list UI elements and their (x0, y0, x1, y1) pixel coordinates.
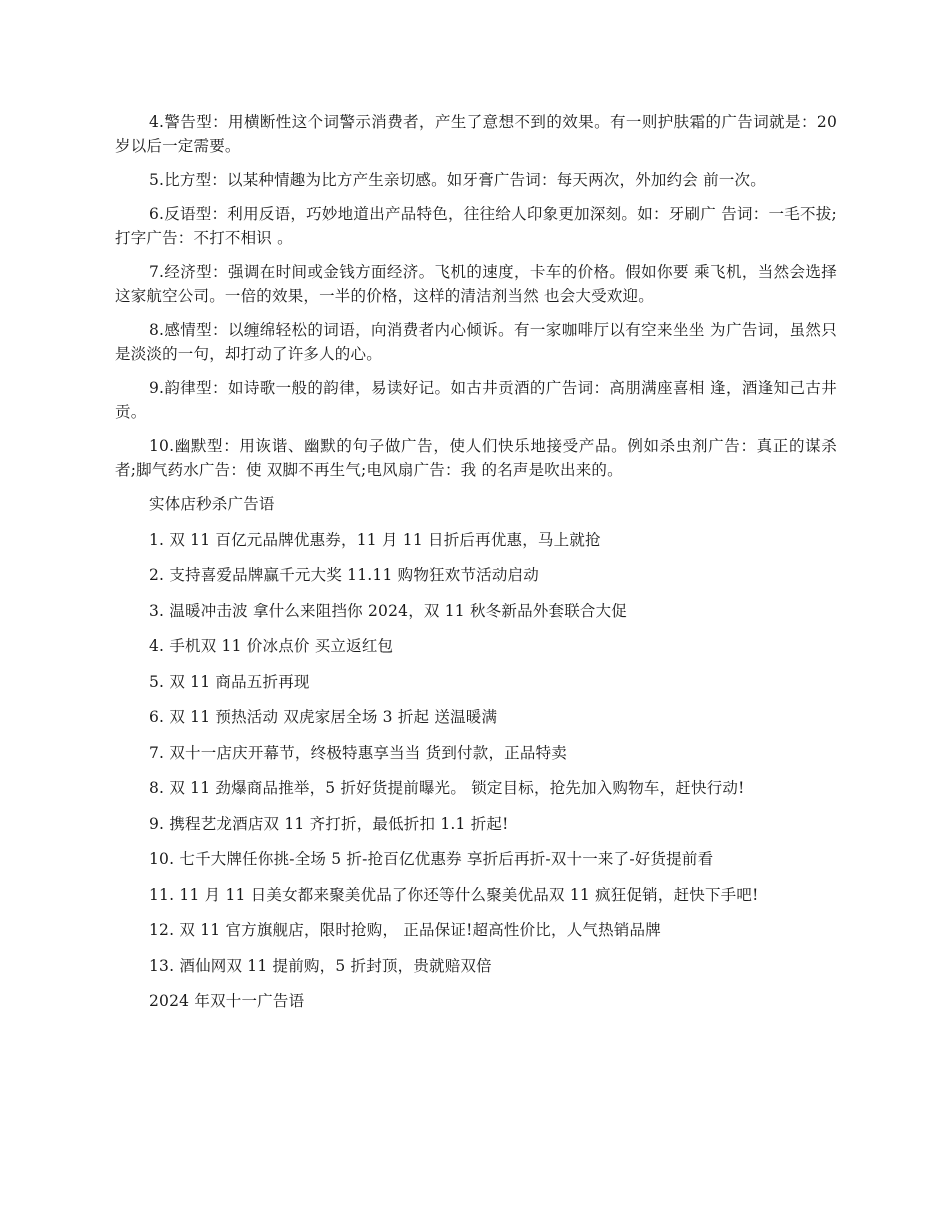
ad-type-emotion: 8.感情型：以缠绵轻松的词语，向消费者内心倾诉。有一家咖啡厅以有空来坐坐 为广告词，虽然只是淡淡的一句，却打动了许多人的心。 (115, 321, 837, 363)
section-heading-2024-double-eleven: 2024 年双十一广告语 (149, 992, 305, 1010)
ad-type-warning: 4.警告型：用横断性这个词警示消费者，产生了意想不到的效果。有一则护肤霜的广告词就是：20 岁以后一定需要。 (115, 113, 837, 155)
slogan-item: 10. 七千大牌任你挑-全场 5 折-抢百亿优惠券 享折后再折-双十一来了-好货提前看 (149, 850, 714, 868)
slogan-item: 1. 双 11 百亿元品牌优惠券，11 月 11 日折后再优惠，马上就抢 (149, 530, 601, 549)
slogan-item: 13. 酒仙网双 11 提前购，5 折封顶，贵就赔双倍 (149, 956, 492, 975)
slogan-item: 7. 双十一店庆开幕节，终极特惠享当当 货到付款，正品特卖 (149, 743, 567, 762)
slogan-item: 11. 11 月 11 日美女都来聚美优品了你还等什么聚美优品双 11 疯狂促销，赶快下手吧! (149, 885, 759, 904)
ad-type-irony: 6.反语型：利用反语，巧妙地道出产品特色，往往给人印象更加深刻。如：牙刷广 告词：一毛不拔;打字广告：不打不相识 。 (115, 205, 837, 247)
slogan-item: 12. 双 11 官方旗舰店，限时抢购， 正品保证!超高性价比，人气热销品牌 (149, 921, 661, 939)
slogan-item: 2. 支持喜爱品牌赢千元大奖 11.11 购物狂欢节活动启动 (149, 566, 539, 584)
document-page (115, 110, 837, 1025)
slogan-item: 8. 双 11 劲爆商品推举，5 折好货提前曝光。 锁定目标，抢先加入购物车，赶快行动! (149, 779, 745, 797)
ad-type-humor: 10.幽默型：用诙谐、幽默的句子做广告，使人们快乐地接受产品。例如杀虫剂广告：真正的谋杀者;脚气药水广告：使 双脚不再生气;电风扇广告：我 的名声是吹出来的。 (115, 437, 837, 479)
slogan-item: 5. 双 11 商品五折再现 (149, 672, 310, 691)
ad-type-metaphor: 5.比方型：以某种情趣为比方产生亲切感。如牙膏广告词：每天两次，外加约会 前一次。 (149, 171, 766, 189)
ad-type-economy: 7.经济型：强调在时间或金钱方面经济。飞机的速度，卡车的价格。假如你要 乘飞机，当然会选择这家航空公司。一倍的效果，一半的价格，这样的清洁剂当然 也会大受欢迎。 (115, 263, 837, 305)
ad-type-rhythm: 9.韵律型：如诗歌一般的韵律，易读好记。如古井贡酒的广告词：高朋满座喜相 逢，酒逢知己古井贡。 (115, 379, 837, 421)
slogan-item: 3. 温暖冲击波 拿什么来阻挡你 2024，双 11 秋冬新品外套联合大促 (149, 601, 627, 620)
slogan-item: 4. 手机双 11 价冰点价 买立返红包 (149, 637, 394, 655)
slogan-item: 9. 携程艺龙酒店双 11 齐打折，最低折扣 1.1 折起! (149, 814, 509, 833)
section-heading-store-flash-sale: 实体店秒杀广告语 (149, 495, 275, 513)
slogan-item: 6. 双 11 预热活动 双虎家居全场 3 折起 送温暖满 (149, 708, 498, 726)
